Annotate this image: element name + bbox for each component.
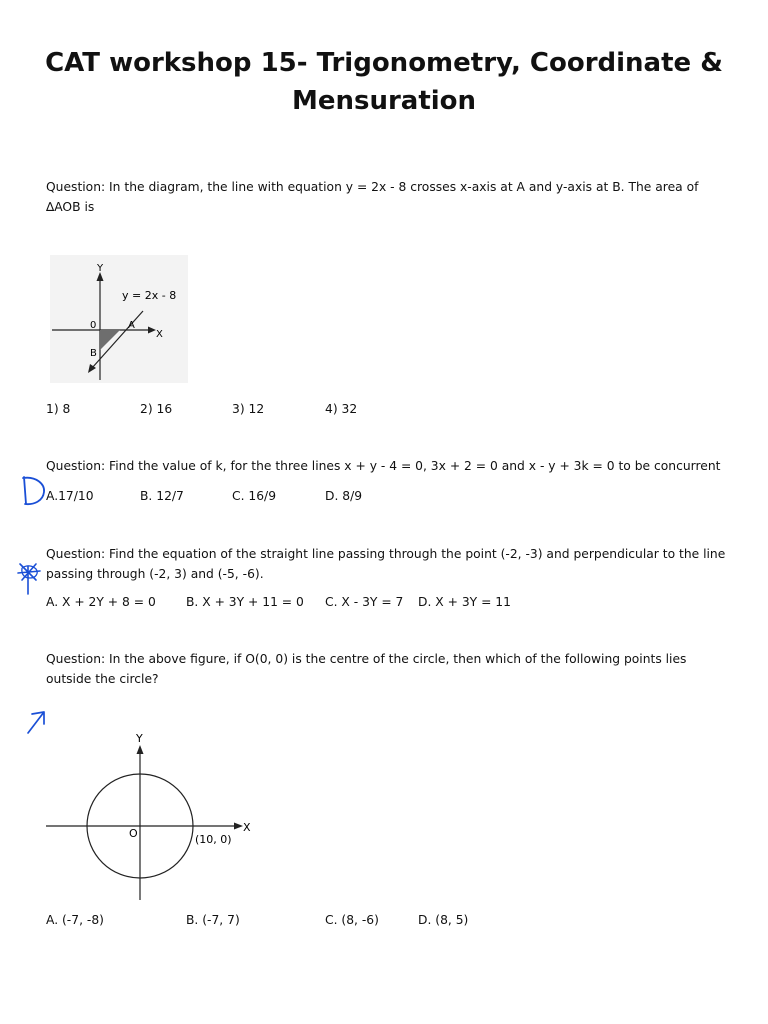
option-c: C. (8, -6) — [325, 913, 379, 927]
option-3: 3) 12 — [232, 402, 265, 416]
figure-x-label: X — [156, 329, 163, 340]
figure-o-label: O — [129, 827, 138, 840]
option-2: 2) 16 — [140, 402, 173, 416]
option-a: A.17/10 — [46, 489, 94, 503]
question-4-text: Question: In the above figure, if O(0, 0) is the centre of the circle, then which of the following points lies outside the circle? — [46, 652, 687, 686]
figure-equation-label: y = 2x - 8 — [122, 289, 177, 302]
figure-a-label: A — [128, 320, 135, 331]
figure-x-label: X — [243, 821, 251, 834]
option-b: B. (-7, 7) — [186, 913, 240, 927]
question-1-text: Question: In the diagram, the line with equation y = 2x - 8 crosses x-axis at A and y-axis at B. The area of ∆AOB is — [46, 180, 699, 214]
option-d: D. 8/9 — [325, 489, 363, 503]
option-b: B. 12/7 — [140, 489, 184, 503]
question-2-text: Question: Find the value of k, for the three lines x + y - 4 = 0, 3x + 2 = 0 and x - y + 3k = 0 to be concurrent — [46, 459, 721, 473]
y-axis-arrow — [137, 745, 144, 754]
figure-b-label: B — [90, 348, 97, 359]
figure-o-label: 0 — [90, 320, 97, 331]
option-d: D. X + 3Y = 11 — [418, 595, 511, 609]
option-c: C. X - 3Y = 7 — [325, 595, 404, 609]
handwritten-star-icon — [14, 560, 44, 596]
option-a: A. (-7, -8) — [46, 913, 104, 927]
x-axis-arrow — [234, 823, 243, 830]
line-diagram-figure — [50, 255, 190, 385]
option-d: D. (8, 5) — [418, 913, 469, 927]
figure-y-label: Y — [136, 732, 143, 745]
figure-background — [50, 255, 188, 383]
option-a: A. X + 2Y + 8 = 0 — [46, 595, 156, 609]
question-3-text: Question: Find the equation of the straight line passing through the point (-2, -3) and perpendicular to the line passing through (-2, 3) and (-5, -6). — [46, 547, 726, 581]
option-4: 4) 32 — [325, 402, 358, 416]
figure-point-label: (10, 0) — [195, 833, 232, 846]
option-c: C. 16/9 — [232, 489, 277, 503]
page-title: CAT workshop 15- Trigonometry, Coordinate & Mensuration — [45, 48, 723, 116]
option-b: B. X + 3Y + 11 = 0 — [186, 595, 304, 609]
option-1: 1) 8 — [46, 402, 71, 416]
handwritten-d-mark — [18, 474, 48, 508]
handwritten-star-mark — [14, 560, 44, 596]
handwritten-answer-d — [18, 474, 48, 508]
circle-diagram-figure — [44, 730, 264, 902]
figure-y-label: Y — [97, 263, 104, 274]
